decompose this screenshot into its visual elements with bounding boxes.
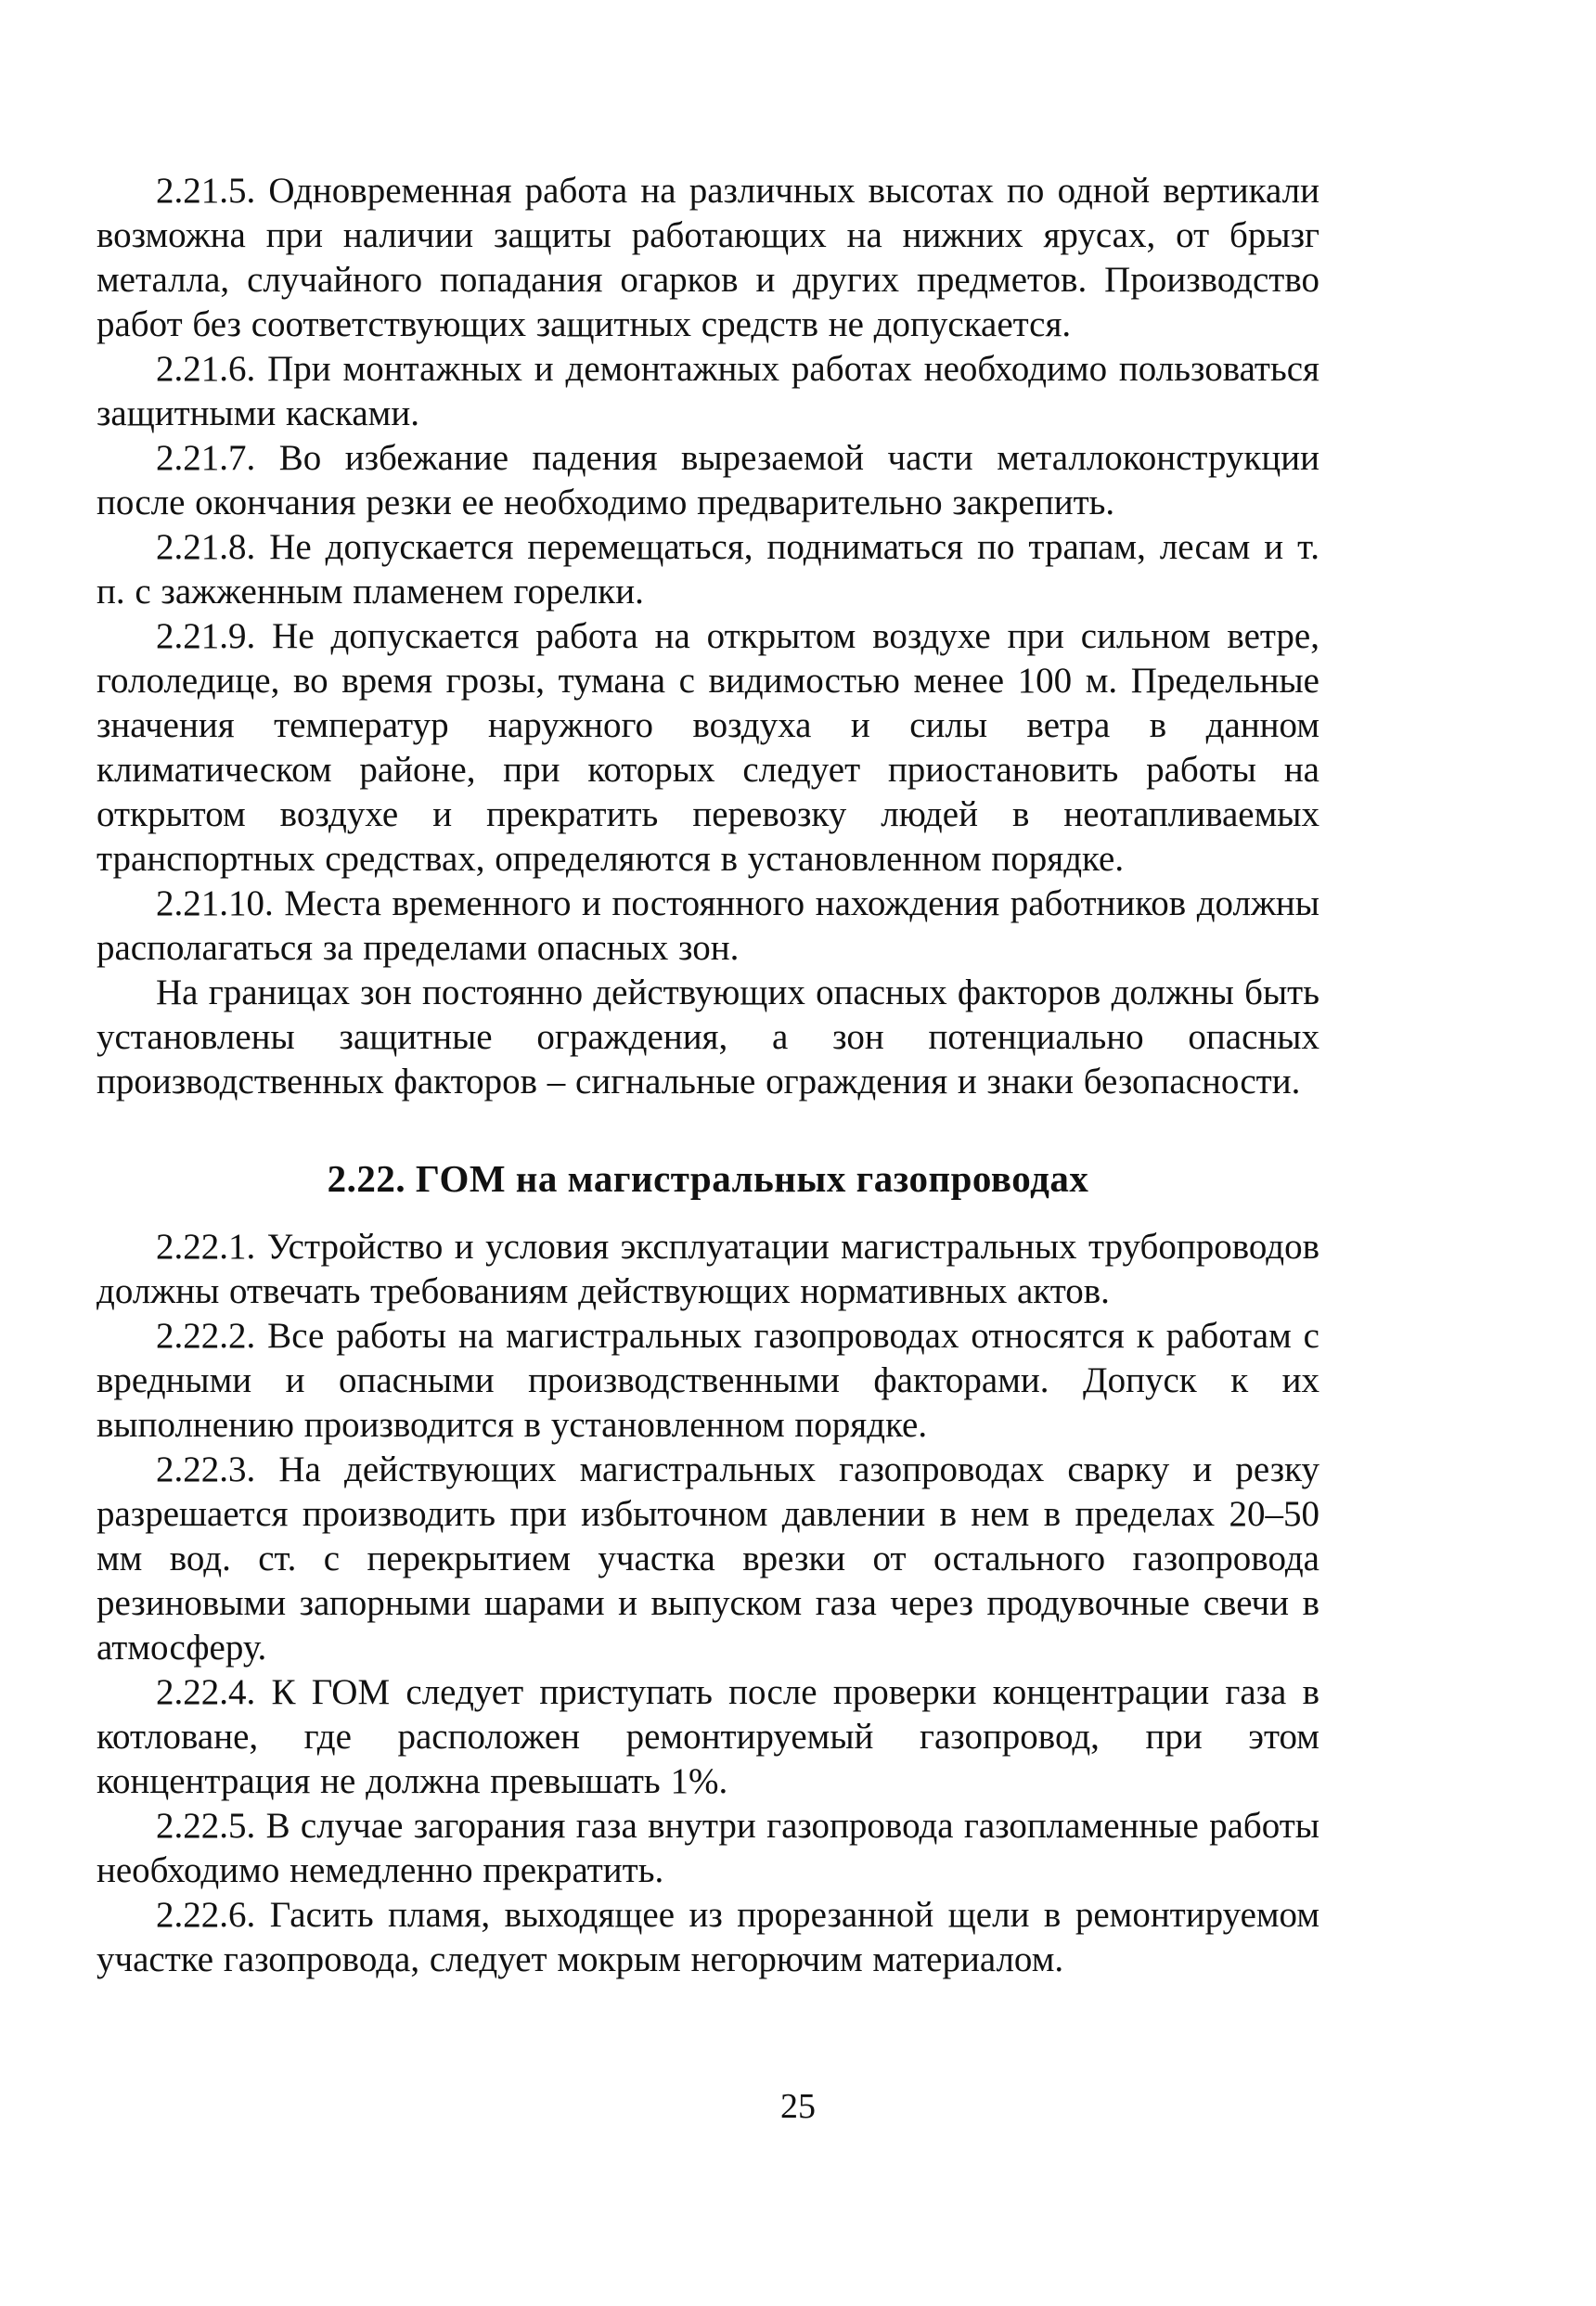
paragraph-2-21-7: 2.21.7. Во избежание падения вырезаемой части металлоконструкции после окончания резки ее необходимо предварительно закрепить. [97,438,1319,522]
paragraph-2-22-3: 2.22.3. На действующих магистральных газопроводах сварку и резку разрешается производить при избыточном давлении в нем в пределах 20–50 мм вод. ст. с перекрытием участка врезки от остального газопровода резиновыми запорными шарами и выпуском газа через продувочные свечи в атмосферу. [97,1449,1319,1668]
paragraph-2-22-5: 2.22.5. В случае загорания газа внутри газопровода газопламенные работы необходимо немедленно прекратить. [97,1806,1319,1890]
paragraph-2-21-5: 2.21.5. Одновременная работа на различных высотах по одной вертикали возможна при наличии защиты работающих на нижних ярусах, от брызг металла, случайного попадания огарков и других предметов. Производство работ без соответствующих защитных средств не допускается. [97,171,1319,344]
page-number: 25 [780,2087,816,2126]
paragraph-2-21-8: 2.21.8. Не допускается перемещаться, подниматься по трапам, лесам и т. п. с зажженным пламенем горелки. [97,527,1319,612]
paragraph-danger-zones: На границах зон постоянно действующих опасных факторов должны быть установлены защитные ограждения, а зон потенциально опасных производственных факторов – сигнальные ограждения и знаки безопасности. [97,973,1319,1101]
paragraph-2-22-6: 2.22.6. Гасить пламя, выходящее из прорезанной щели в ремонтируемом участке газопровода, следует мокрым негорючим материалом. [97,1895,1319,1979]
paragraph-2-21-10: 2.21.10. Места временного и постоянного нахождения работников должны располагаться за пределами опасных зон. [97,883,1319,968]
paragraph-2-21-9: 2.21.9. Не допускается работа на открытом воздухе при сильном ветре, гололедице, во время грозы, тумана с видимостью менее 100 м. Предельные значения температур наружного воздуха и силы ветра в данном климатическом районе, при которых следует приостановить работы на открытом воздухе и прекратить перевозку людей в неотапливаемых транспортных средствах, определяются в установленном порядке. [97,616,1319,879]
section-heading: 2.22. ГОМ на магистральных газопроводах [327,1157,1089,1200]
paragraph-2-22-1: 2.22.1. Устройство и условия эксплуатации магистральных трубопроводов должны отвечать требованиям действующих нормативных актов. [97,1227,1319,1311]
body-text [97,169,1319,1982]
paragraph-2-22-2: 2.22.2. Все работы на магистральных газопроводах относятся к работам с вредными и опасными производственными факторами. Допуск к их выполнению производится в установленном порядке. [97,1316,1319,1445]
paragraph-2-22-4: 2.22.4. К ГОМ следует приступать после проверки концентрации газа в котловане, где расположен ремонтируемый газопровод, при этом концентрация не должна превышать 1%. [97,1672,1319,1801]
paragraph-2-21-6: 2.21.6. При монтажных и демонтажных работах необходимо пользоваться защитными касками. [97,349,1319,433]
